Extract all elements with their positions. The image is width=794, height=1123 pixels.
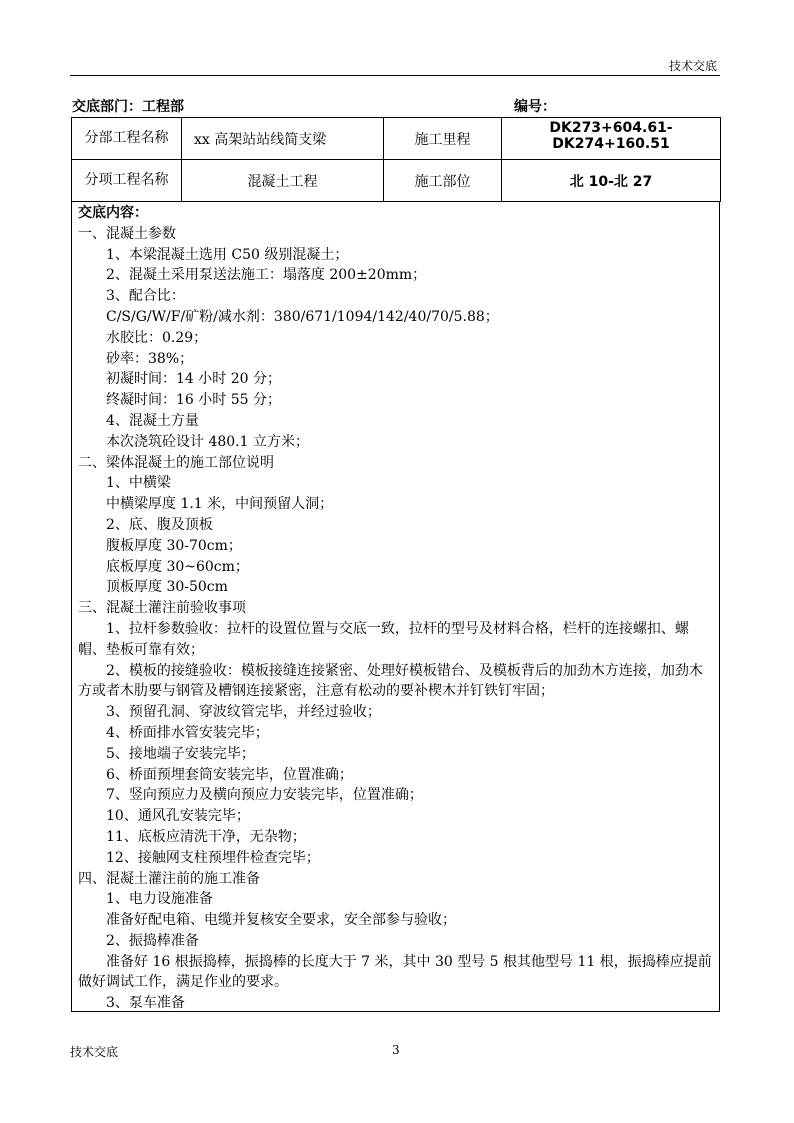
mileage-label: 施工里程 (384, 118, 502, 160)
project-part-value: xx 高架站站线简支梁 (182, 118, 384, 160)
subproject-value: 混凝土工程 (182, 160, 384, 202)
list-item: 7、竖向预应力及横向预应力安装完毕，位置准确； (106, 787, 423, 804)
section-heading: 二、梁体混凝土的施工部位说明 (78, 454, 274, 471)
list-item: 顶板厚度 30-50cm (106, 579, 228, 596)
info-table (71, 117, 721, 202)
section-heading: 一、混凝土参数 (78, 225, 176, 242)
list-item: 本次浇筑砼设计 480.1 立方米； (106, 433, 309, 450)
list-item: 2、混凝土采用泵送法施工：塌落度 200±20mm； (106, 267, 427, 284)
list-item: 11、底板应清洗干净，无杂物； (106, 828, 306, 845)
list-item: 1、电力设施准备 (106, 891, 213, 908)
list-item: 3、配合比： (106, 288, 185, 305)
list-item: 1、拉杆参数验收：拉杆的设置位置与交底一致，拉杆的型号及材料合格，栏杆的连接螺扣、螺帽、垫板可靠有效； (78, 620, 689, 658)
list-item: 4、桥面排水管安装完毕； (106, 724, 269, 741)
subproject-label: 分项工程名称 (72, 160, 182, 202)
dept-label: 交底部门：工程部 (72, 99, 184, 115)
section-heading: 四、混凝土灌注前的施工准备 (78, 870, 260, 887)
header-rule (70, 75, 720, 76)
list-item: 2、振捣棒准备 (106, 932, 199, 949)
location-label: 施工部位 (384, 160, 502, 202)
list-item: 砂率：38%； (106, 350, 194, 367)
content-box (71, 201, 720, 1012)
list-item: 准备好配电箱、电缆并复核安全要求，安全部参与验收； (106, 912, 456, 929)
section-heading: 三、混凝土灌注前验收事项 (78, 600, 246, 617)
list-item: 准备好 16 根振捣棒，振捣棒的长度大于 7 米，其中 30 型号 5 根其他型号 11 根，振捣棒应提前做好调试工作，满足作业的要求。 (78, 953, 712, 991)
list-item: 水胶比：0.29； (106, 329, 208, 346)
meta-row (72, 96, 720, 116)
page-number: 3 (392, 1043, 400, 1057)
list-item: 终凝时间：16 小时 55 分； (106, 392, 281, 409)
mileage-value: DK273+604.61-DK274+160.51 (502, 118, 721, 160)
footer-doc-type: 技术交底 (70, 1045, 119, 1059)
list-item: 6、桥面预埋套筒安装完毕，位置准确； (106, 766, 353, 783)
content-title: 交底内容： (78, 205, 148, 221)
project-part-label: 分部工程名称 (72, 118, 182, 160)
header-doc-type: 技术交底 (668, 59, 717, 73)
table-row (72, 118, 721, 160)
list-item: 12、接触网支柱预埋件检查完毕； (106, 849, 320, 866)
list-item: 中横梁厚度 1.1 米，中间预留人洞； (106, 496, 334, 513)
list-item: 2、模板的接缝验收：模板接缝连接紧密、处理好模板错台、及模板背后的加劲木方连接，加劲木方或者木肋要与钢管及槽钢连接紧密，注意有松动的要补楔木并钉铁钉牢固； (78, 662, 703, 700)
number-label: 编号： (514, 99, 556, 115)
list-item: 3、预留孔洞、穿波纹管完毕，并经过验收； (106, 704, 381, 721)
list-item: 1、本梁混凝土选用 C50 级别混凝土； (106, 246, 349, 263)
list-item: 4、混凝土方量 (106, 412, 199, 429)
list-item: 1、中横梁 (106, 475, 171, 492)
list-item: 初凝时间：14 小时 20 分； (106, 371, 281, 388)
list-item: C/S/G/W/F/矿粉/减水剂：380/671/1094/142/40/70/5.88； (106, 308, 499, 325)
list-item: 2、底、腹及顶板 (106, 516, 213, 533)
list-item: 底板厚度 30~60cm； (106, 558, 249, 575)
list-item: 5、接地端子安装完毕； (106, 745, 255, 762)
list-item: 腹板厚度 30-70cm； (106, 537, 242, 554)
list-item: 3、泵车准备 (106, 995, 185, 1012)
table-row (72, 160, 721, 202)
location-value: 北 10-北 27 (502, 160, 721, 202)
list-item: 10、通风孔安装完毕； (106, 808, 250, 825)
